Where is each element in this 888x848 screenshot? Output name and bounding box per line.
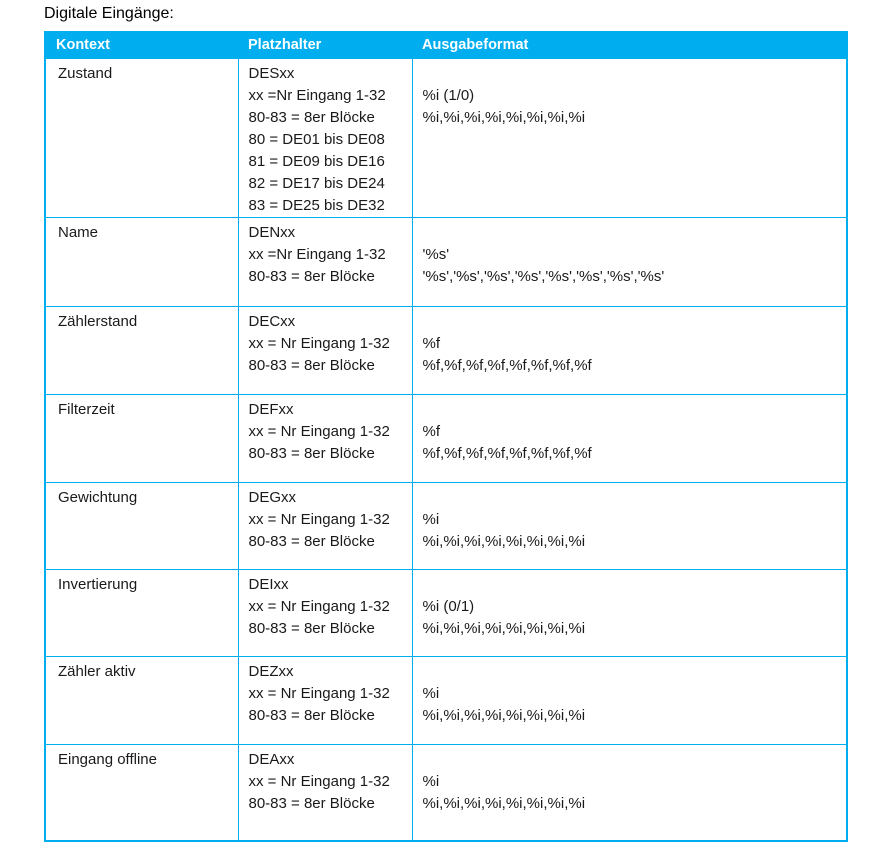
cell-platzhalter — [238, 58, 412, 217]
cell-line: xx = Nr Eingang 1-32 — [248, 772, 390, 790]
cell-line: %f,%f,%f,%f,%f,%f,%f,%f — [422, 356, 592, 374]
cell-line: 80-83 = 8er Blöcke — [248, 619, 375, 637]
cell-line: Filterzeit — [58, 400, 115, 418]
cell-kontext — [45, 217, 238, 306]
cell-kontext — [45, 569, 238, 656]
cell-ausgabeformat — [412, 744, 847, 841]
cell-line: Zähler aktiv — [58, 662, 136, 680]
cell-line — [423, 399, 839, 421]
cell-line: %i (0/1) — [422, 597, 475, 615]
cell-line: '%s','%s','%s','%s','%s','%s','%s','%s' — [422, 267, 665, 285]
cell-line — [423, 487, 839, 509]
cell-line: Eingang offline — [58, 750, 157, 768]
cell-line: %i — [422, 510, 440, 528]
cell-line: xx = Nr Eingang 1-32 — [248, 422, 390, 440]
cell-line: %i (1/0) — [422, 86, 475, 104]
cell-line: 80-83 = 8er Blöcke — [248, 444, 375, 462]
cell-line — [423, 749, 839, 771]
cell-line: xx = Nr Eingang 1-32 — [248, 597, 390, 615]
cell-line — [423, 311, 839, 333]
cell-platzhalter — [238, 656, 412, 744]
page-title: Digitale Eingänge: — [44, 5, 174, 22]
cell-ausgabeformat — [412, 482, 847, 569]
table-row — [45, 394, 847, 482]
cell-line: xx = Nr Eingang 1-32 — [248, 510, 390, 528]
cell-line: Zustand — [58, 64, 113, 82]
table-row — [45, 656, 847, 744]
cell-line: 80-83 = 8er Blöcke — [248, 108, 375, 126]
cell-line: 80-83 = 8er Blöcke — [248, 794, 375, 812]
cell-line: 82 = DE17 bis DE24 — [248, 174, 385, 192]
header-row — [45, 32, 847, 58]
cell-line: %i,%i,%i,%i,%i,%i,%i,%i — [422, 794, 586, 812]
cell-line: DEGxx — [248, 488, 297, 506]
table-row — [45, 744, 847, 841]
cell-line: 80-83 = 8er Blöcke — [248, 267, 375, 285]
column-header-ausgabeformat: Ausgabeformat — [422, 37, 529, 54]
cell-kontext — [45, 482, 238, 569]
cell-platzhalter — [238, 217, 412, 306]
cell-line: xx = Nr Eingang 1-32 — [248, 684, 390, 702]
cell-line — [423, 574, 839, 596]
cell-line: %i,%i,%i,%i,%i,%i,%i,%i — [422, 108, 586, 126]
cell-line: DESxx — [248, 64, 295, 82]
cell-line: %i,%i,%i,%i,%i,%i,%i,%i — [422, 532, 586, 550]
cell-ausgabeformat — [412, 306, 847, 394]
cell-line: 81 = DE09 bis DE16 — [248, 152, 385, 170]
cell-line — [423, 661, 839, 683]
cell-line: 80-83 = 8er Blöcke — [248, 532, 375, 550]
cell-line: xx = Nr Eingang 1-32 — [248, 334, 390, 352]
cell-platzhalter — [238, 394, 412, 482]
cell-kontext — [45, 656, 238, 744]
cell-line: 80-83 = 8er Blöcke — [248, 706, 375, 724]
cell-line: %i — [422, 772, 440, 790]
cell-line: DEIxx — [248, 575, 289, 593]
table-row — [45, 569, 847, 656]
table-row — [45, 306, 847, 394]
cell-line: %f — [422, 422, 441, 440]
cell-line: DEZxx — [248, 662, 294, 680]
cell-ausgabeformat — [412, 656, 847, 744]
cell-line: %f — [422, 334, 441, 352]
cell-line: xx =Nr Eingang 1-32 — [248, 245, 386, 263]
table-body — [45, 58, 847, 841]
table-row — [45, 58, 847, 217]
cell-line: DECxx — [248, 312, 296, 330]
cell-line: %i — [422, 684, 440, 702]
cell-line: %i,%i,%i,%i,%i,%i,%i,%i — [422, 619, 586, 637]
cell-kontext — [45, 744, 238, 841]
cell-line: 80-83 = 8er Blöcke — [248, 356, 375, 374]
cell-line: DEFxx — [248, 400, 294, 418]
cell-line: xx =Nr Eingang 1-32 — [248, 86, 386, 104]
cell-line: %f,%f,%f,%f,%f,%f,%f,%f — [422, 444, 592, 462]
cell-platzhalter — [238, 482, 412, 569]
cell-kontext — [45, 58, 238, 217]
cell-line: 83 = DE25 bis DE32 — [248, 196, 385, 214]
digital-inputs-table — [44, 31, 848, 842]
table-header — [45, 32, 847, 58]
cell-ausgabeformat — [412, 569, 847, 656]
cell-platzhalter — [238, 744, 412, 841]
cell-line: Zählerstand — [58, 312, 138, 330]
cell-line: DEAxx — [248, 750, 295, 768]
cell-line: Gewichtung — [58, 488, 138, 506]
table-row — [45, 217, 847, 306]
cell-line: Name — [58, 223, 99, 241]
cell-ausgabeformat — [412, 394, 847, 482]
cell-platzhalter — [238, 569, 412, 656]
cell-line: '%s' — [422, 245, 450, 263]
column-header-kontext: Kontext — [56, 37, 110, 54]
cell-line — [423, 222, 839, 244]
cell-kontext — [45, 394, 238, 482]
cell-kontext — [45, 306, 238, 394]
cell-line — [423, 63, 839, 85]
cell-line: Invertierung — [58, 575, 138, 593]
cell-line: %i,%i,%i,%i,%i,%i,%i,%i — [422, 706, 586, 724]
cell-ausgabeformat — [412, 217, 847, 306]
cell-platzhalter — [238, 306, 412, 394]
column-header-platzhalter: Platzhalter — [248, 37, 322, 54]
cell-line: 80 = DE01 bis DE08 — [248, 130, 385, 148]
cell-ausgabeformat — [412, 58, 847, 217]
table-row — [45, 482, 847, 569]
cell-line: DENxx — [248, 223, 296, 241]
